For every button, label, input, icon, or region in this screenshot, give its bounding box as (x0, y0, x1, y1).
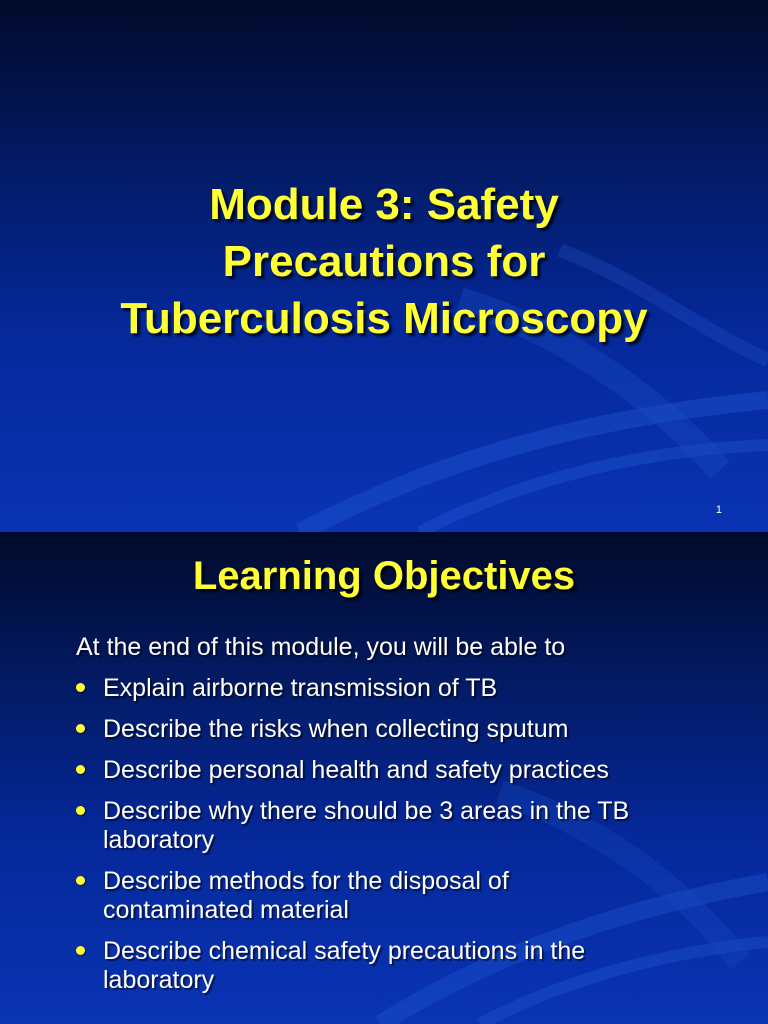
list-item (76, 937, 716, 995)
title-line: Tuberculosis Microscopy (120, 294, 648, 343)
list-item (76, 674, 716, 703)
list-item (76, 797, 716, 855)
bullet-dot-icon (76, 876, 85, 885)
list-item (76, 715, 716, 744)
bullet-dot-icon (76, 806, 85, 815)
list-item (76, 756, 716, 785)
slide-number: 1 (715, 504, 722, 516)
objective-text-continued: contaminated material (103, 896, 349, 924)
objective-text: Describe methods for the disposal of (103, 867, 509, 895)
objective-text: Describe personal health and safety practices (103, 756, 609, 784)
list-item (76, 867, 716, 925)
bullet-dot-icon (76, 724, 85, 733)
objective-text: Describe chemical safety precautions in the (103, 937, 586, 965)
title-line: Module 3: Safety (209, 180, 559, 229)
bullet-dot-icon (76, 683, 85, 692)
slide-title (40, 176, 728, 347)
bullet-dot-icon (76, 765, 85, 774)
objective-text: Describe the risks when collecting sputum (103, 715, 569, 743)
objectives-list (76, 674, 716, 1007)
intro-text: At the end of this module, you will be able to (76, 633, 566, 661)
title-line: Precautions for (222, 237, 546, 286)
slide-title: Learning Objectives (192, 554, 576, 598)
bullet-dot-icon (76, 946, 85, 955)
objective-text: Explain airborne transmission of TB (103, 674, 498, 702)
objective-text-continued: laboratory (103, 966, 215, 994)
objective-text-continued: laboratory (103, 826, 215, 854)
objective-text: Describe why there should be 3 areas in the TB (103, 797, 630, 825)
